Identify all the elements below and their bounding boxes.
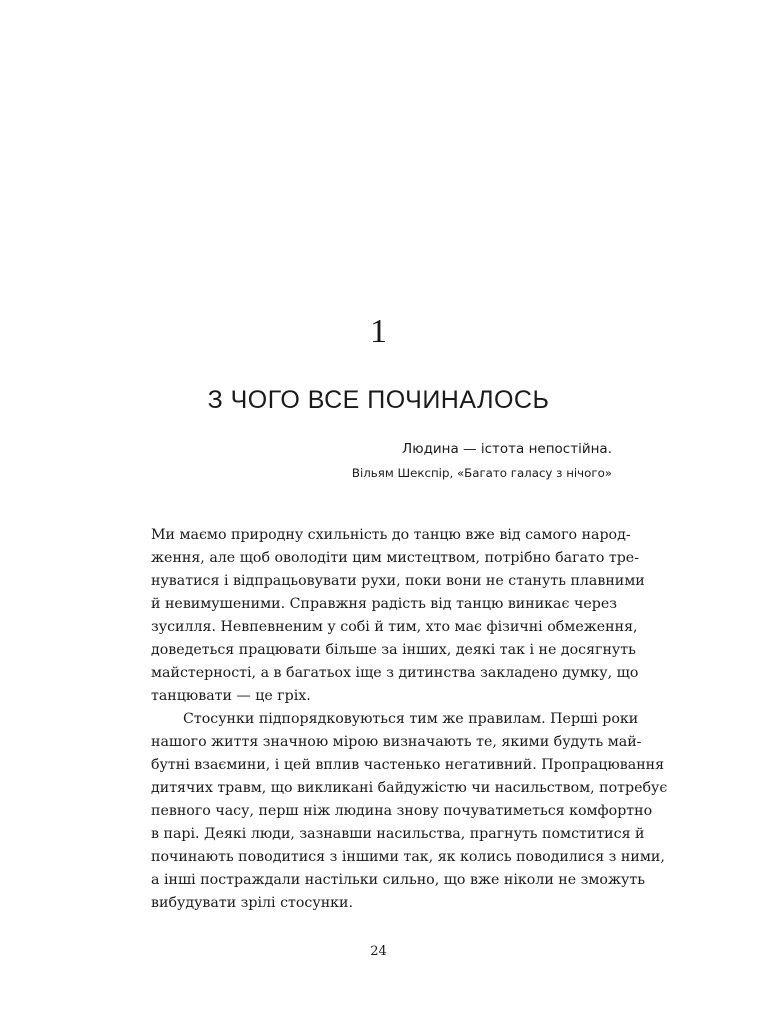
text-line: певного часу, перш ніж людина знову почуватиметься комфортно bbox=[151, 803, 653, 819]
text-line: ження, але щоб оволодіти цим мистецтвом, потрібно багато тре- bbox=[151, 550, 639, 566]
text-line: нуватися і відпрацьовувати рухи, поки вони не стануть плавними bbox=[151, 573, 645, 589]
epigraph-quote: Людина — істота непостійна. bbox=[402, 441, 612, 457]
text-line: дитячих травм, що викликані байдужістю чи насильством, потребує bbox=[151, 780, 668, 796]
chapter-title: З ЧОГО ВСЕ ПОЧИНАЛОСЬ bbox=[207, 386, 550, 414]
text-line: доведеться працювати більше за інших, деякі так і не досягнуть bbox=[151, 642, 636, 658]
epigraph bbox=[300, 438, 612, 484]
text-line: й невимушеними. Справжня радість від танцю виникає через bbox=[151, 596, 617, 612]
text-line: починають поводитися з іншими так, як колись поводилися з ними, bbox=[151, 849, 665, 865]
text-line: нашого життя значною мірою визначають те, якими будуть май- bbox=[151, 734, 642, 750]
chapter-number: 1 bbox=[370, 313, 387, 350]
text-line: бутні взаємини, і цей вплив частенько негативний. Пропрацювання bbox=[151, 757, 665, 773]
page-number: 24 bbox=[370, 944, 387, 959]
text-line: а інші постраждали настільки сильно, що вже ніколи не зможуть bbox=[151, 872, 645, 888]
text-line: Стосунки підпорядковуються тим же правилам. Перші роки bbox=[183, 711, 639, 727]
text-line: зусилля. Невпевненим у собі й тим, хто має фізичні обмеження, bbox=[151, 619, 638, 635]
text-line: танцювати — це гріх. bbox=[151, 688, 311, 704]
text-line: майстерності, а в багатьох іще з дитинства закладено думку, що bbox=[151, 665, 639, 681]
text-line: в парі. Деякі люди, зазнавши насильства, прагнуть помститися й bbox=[151, 826, 645, 842]
text-line: Ми маємо природну схильність до танцю вже від самого народ- bbox=[151, 527, 631, 543]
epigraph-source: Вільям Шекспір, «Багато галасу з нічого» bbox=[351, 466, 612, 480]
body-text bbox=[151, 524, 668, 915]
text-line: вибудувати зрілі стосунки. bbox=[151, 895, 354, 911]
